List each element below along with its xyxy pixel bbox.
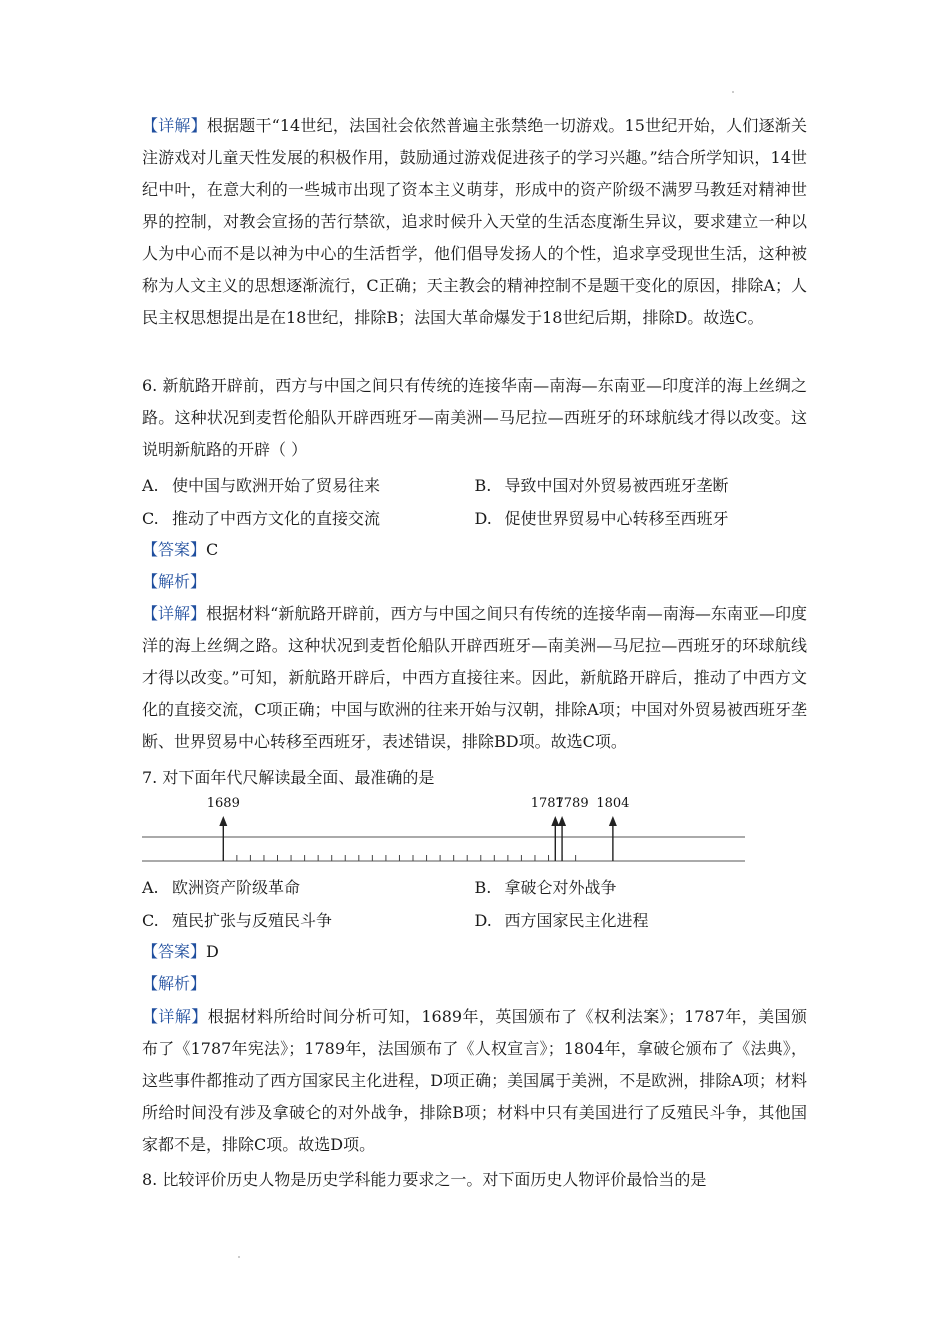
option-letter: C. <box>142 508 159 528</box>
explanation-text: 根据题干“14世纪，法国社会依然普遍主张禁绝一切游戏。15世纪开始，人们逐渐关注游戏对儿童天性发展的积极作用，鼓励通过游戏促进孩子的学习兴趣。”结合所学知识，14世纪中叶，在意大利的一些城市出现了资本主义萌芽，形成中的资产阶级不满罗马教廷对精神世界的控制，对教会宣扬的苦行禁欲，追求时候升入天堂的生活态度渐生异议，要求建立一种以人为中心而不是以神为中心的生活哲学，他们倡导发扬人的个性，追求享受现世生活，这种被称为人文主义的思想逐渐流行，C正确；天主教会的精神控制不是题干变化的原因，排除A；人民主权思想提出是在18世纪，排除B；法国大革命爆发于18世纪后期，排除D。故选C。 <box>142 116 807 327</box>
marker-year-label: 1804 <box>596 796 630 811</box>
analysis-tag: 【解析】 <box>142 572 207 591</box>
q6-answer <box>142 534 218 566</box>
timeline-ticks <box>223 855 575 861</box>
q7-option-d <box>475 905 808 937</box>
timeline-marker-1689 <box>207 796 240 861</box>
arrow-up-icon <box>551 816 559 826</box>
q7-answer <box>142 936 219 968</box>
arrow-up-icon <box>609 816 617 826</box>
q8-stem: 8. 比较评价历史人物是历史学科能力要求之一。对下面历史人物评价最恰当的是 <box>142 1170 707 1189</box>
scan-dot <box>238 1256 240 1258</box>
explanation-tag: 【详解】 <box>142 604 207 623</box>
option-letter: A. <box>142 877 159 897</box>
q7-analysis-heading <box>142 968 206 1000</box>
option-text: 导致中国对外贸易被西班牙垄断 <box>504 475 729 495</box>
timeline-marker-1804 <box>596 796 629 861</box>
q7-explanation <box>142 1001 807 1161</box>
q6-stem: 6. 新航路开辟前，西方与中国之间只有传统的连接华南—南海—东南亚—印度洋的海上丝绸之路。这种状况到麦哲伦船队开辟西班牙—南美洲—马尼拉—西班牙的环球航线才得以改变。这说明新航路的开辟（ ） <box>142 376 807 459</box>
q6-option-c <box>142 503 475 535</box>
q7-option-b <box>475 872 808 904</box>
q5-explanation <box>142 110 807 334</box>
timeline-graphic <box>142 790 747 870</box>
analysis-tag: 【解析】 <box>142 974 207 993</box>
marker-year-label: 1789 <box>555 796 589 811</box>
timeline-marker-1789 <box>556 796 589 861</box>
q7-options <box>142 871 807 937</box>
answer-tag: 【答案】 <box>142 942 207 961</box>
marker-year-label: 1787 <box>530 796 564 811</box>
arrow-up-icon <box>558 816 566 826</box>
option-letter: B. <box>474 475 492 495</box>
timeline-markers <box>207 796 630 861</box>
explanation-tag: 【详解】 <box>142 116 207 135</box>
q6-option-a <box>142 470 475 502</box>
option-text: 拿破仑对外战争 <box>504 877 617 897</box>
answer-value: D <box>206 942 219 961</box>
q6-explanation <box>142 598 807 758</box>
q7-stem: 7. 对下面年代尺解读最全面、最准确的是 <box>142 768 435 787</box>
option-letter: A. <box>142 475 159 495</box>
q6-option-b <box>475 470 808 502</box>
explanation-tag: 【详解】 <box>142 1007 208 1026</box>
option-text: 欧洲资产阶级革命 <box>172 877 301 897</box>
explanation-text: 根据材料所给时间分析可知，1689年，英国颁布了《权利法案》；1787年，美国颁布了《1787年宪法》；1789年，法国颁布了《人权宣言》；1804年，拿破仑颁布了《法典》，这些事件都推动了西方国家民主化进程，D项正确；美国属于美洲，不是欧洲，排除A项；材料所给时间没有涉及拿破仑的对外战争，排除B项；材料中只有美国进行了反殖民斗争，其他国家都不是，排除C项。故选D项。 <box>142 1007 807 1154</box>
option-letter: D. <box>474 508 492 528</box>
q7-option-c <box>142 905 475 937</box>
answer-value: C <box>206 540 219 559</box>
option-letter: C. <box>142 910 159 930</box>
option-letter: D. <box>474 910 492 930</box>
arrow-up-icon <box>219 816 227 826</box>
q6-options <box>142 469 807 535</box>
q7-timeline <box>142 790 747 870</box>
option-text: 推动了中西方文化的直接交流 <box>172 508 381 528</box>
q6-analysis-heading <box>142 566 206 598</box>
q7-option-a <box>142 872 475 904</box>
option-letter: B. <box>474 877 492 897</box>
option-text: 西方国家民主化进程 <box>504 910 649 930</box>
explanation-text: 根据材料“新航路开辟前，西方与中国之间只有传统的连接华南—南海—东南亚—印度洋的海上丝绸之路。这种状况到麦哲伦船队开辟西班牙—南美洲—马尼拉—西班牙的环球航线才得以改变。”可知，新航路开辟后，中西方直接往来。因此，新航路开辟后，推动了中西方文化的直接交流，C项正确；中国与欧洲的往来开始与汉朝，排除A项；中国对外贸易被西班牙垄断、世界贸易中心转移至西班牙，表述错误，排除BD项。故选C项。 <box>142 604 807 751</box>
option-text: 使中国与欧洲开始了贸易往来 <box>172 475 381 495</box>
answer-tag: 【答案】 <box>142 540 207 559</box>
option-text: 殖民扩张与反殖民斗争 <box>172 910 333 930</box>
option-text: 促使世界贸易中心转移至西班牙 <box>504 508 729 528</box>
scan-dot <box>732 91 734 93</box>
marker-year-label: 1689 <box>206 796 240 811</box>
q6-option-d <box>475 503 808 535</box>
